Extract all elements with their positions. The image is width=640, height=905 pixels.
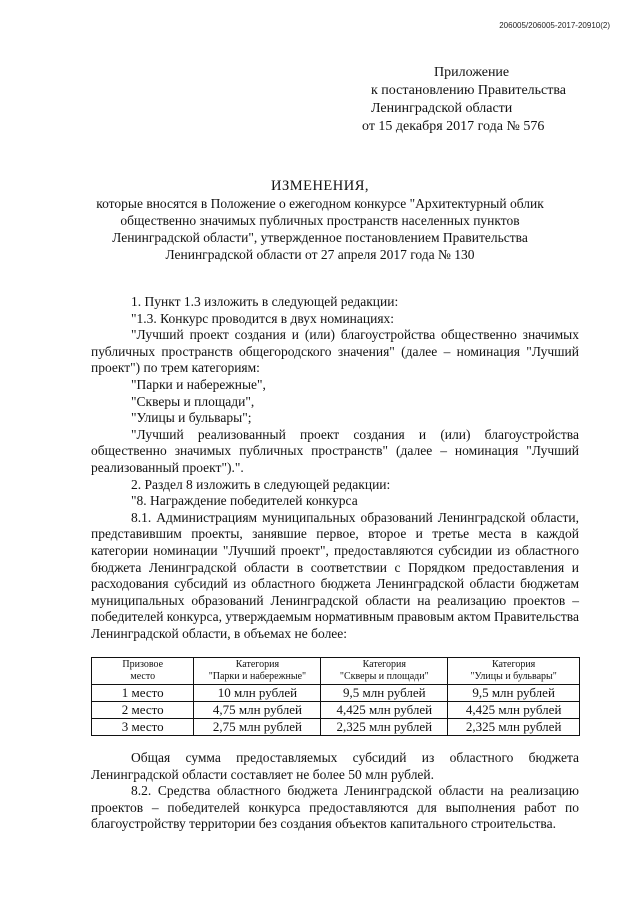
table-cell: 2 место	[92, 702, 194, 719]
paragraph-6: "Улицы и бульвары";	[131, 410, 252, 426]
document-subtitle	[60, 195, 580, 263]
paragraph-5: "Скверы и площади",	[131, 393, 255, 409]
table-cell: 10 млн рублей	[194, 685, 321, 702]
paragraph-10: 8.1. Администрациям муниципальных образований Ленинградской области, представившим проекты, занявшие первое, второе и третье места в каждой категории номинации "Лучший проект", предоставляются субсидии из областного бюджета Ленинградской области в соответствии с Порядком предоставления и расходования субсидий из областного бюджета Ленинградской области бюджетам муниципальных образований Ленинградской области на реализацию проектов – победителей конкурса, утверждаемым нормативным правовым актом Правительства Ленинградской области, в объемах не более:	[91, 509, 579, 641]
appendix-title: Приложение	[434, 65, 510, 80]
subsidy-table	[91, 657, 580, 736]
table-cell: 2,325 млн рублей	[321, 719, 448, 736]
table-row	[92, 685, 580, 702]
paragraph-9: "8. Награждение победителей конкурса	[131, 493, 358, 509]
subtitle-line-1: которые вносятся в Положение о ежегодном конкурсе "Архитектурный облик	[96, 196, 544, 211]
table-row	[92, 719, 580, 736]
appendix-line-date: от 15 декабря 2017 года № 576	[362, 119, 545, 134]
paragraph-4: "Парки и набережные",	[131, 376, 266, 392]
paragraph-8: 2. Раздел 8 изложить в следующей редакции:	[131, 476, 391, 492]
document-title: ИЗМЕНЕНИЯ,	[270, 178, 370, 194]
paragraph-8-2: 8.2. Средства областного бюджета Ленинградской области на реализацию проектов – победителей конкурса предоставляются для выполнения работ по благоустройству территории без создания объектов капитального строительства.	[91, 783, 579, 832]
appendix-line-decree: к постановлению Правительства	[371, 83, 567, 98]
table-cell: 9,5 млн рублей	[448, 685, 580, 702]
table-cell: 4,425 млн рублей	[448, 702, 580, 719]
table-cell: 4,425 млн рублей	[321, 702, 448, 719]
table-cell: 2,325 млн рублей	[448, 719, 580, 736]
subtitle-line-2: общественно значимых публичных пространств населенных пунктов	[120, 213, 520, 228]
table-cell: 3 место	[92, 719, 194, 736]
table-cell: 1 место	[92, 685, 194, 702]
paragraph-2: "1.3. Конкурс проводится в двух номинациях:	[131, 310, 395, 326]
paragraph-total: Общая сумма предоставляемых субсидий из областного бюджета Ленинградской области составляет не более 50 млн рублей.	[91, 750, 579, 782]
header-parks: Категория "Парки и набережные"	[194, 658, 321, 685]
subtitle-line-3: Ленинградской области", утвержденное постановлением Правительства	[112, 230, 528, 245]
header-squares: Категория "Скверы и площади"	[321, 658, 448, 685]
subtitle-line-4: Ленинградской области от 27 апреля 2017 года № 130	[165, 247, 475, 262]
table-cell: 9,5 млн рублей	[321, 685, 448, 702]
table-cell: 2,75 млн рублей	[194, 719, 321, 736]
table-cell: 4,75 млн рублей	[194, 702, 321, 719]
appendix-line-region: Ленинградской области	[371, 101, 513, 116]
header-streets: Категория "Улицы и бульвары"	[448, 658, 580, 685]
document-body	[91, 294, 579, 642]
header-place: Призовое место	[92, 658, 194, 685]
paragraph-1: 1. Пункт 1.3 изложить в следующей редакции:	[131, 294, 399, 309]
paragraph-3: "Лучший проект создания и (или) благоустройства общественно значимых публичных пространств общегородского значения" (далее – номинация "Лучший проект") по трем категориям:	[91, 327, 579, 376]
table-row	[92, 702, 580, 719]
document-number: 206005/206005-2017-20910(2)	[499, 21, 610, 30]
document-closing	[91, 750, 579, 833]
table-header-row	[92, 658, 580, 685]
paragraph-7: "Лучший реализованный проект создания и (или) благоустройства общественно значимых публичных пространств" (далее – номинация "Лучший реализованный проект").".	[91, 426, 579, 475]
